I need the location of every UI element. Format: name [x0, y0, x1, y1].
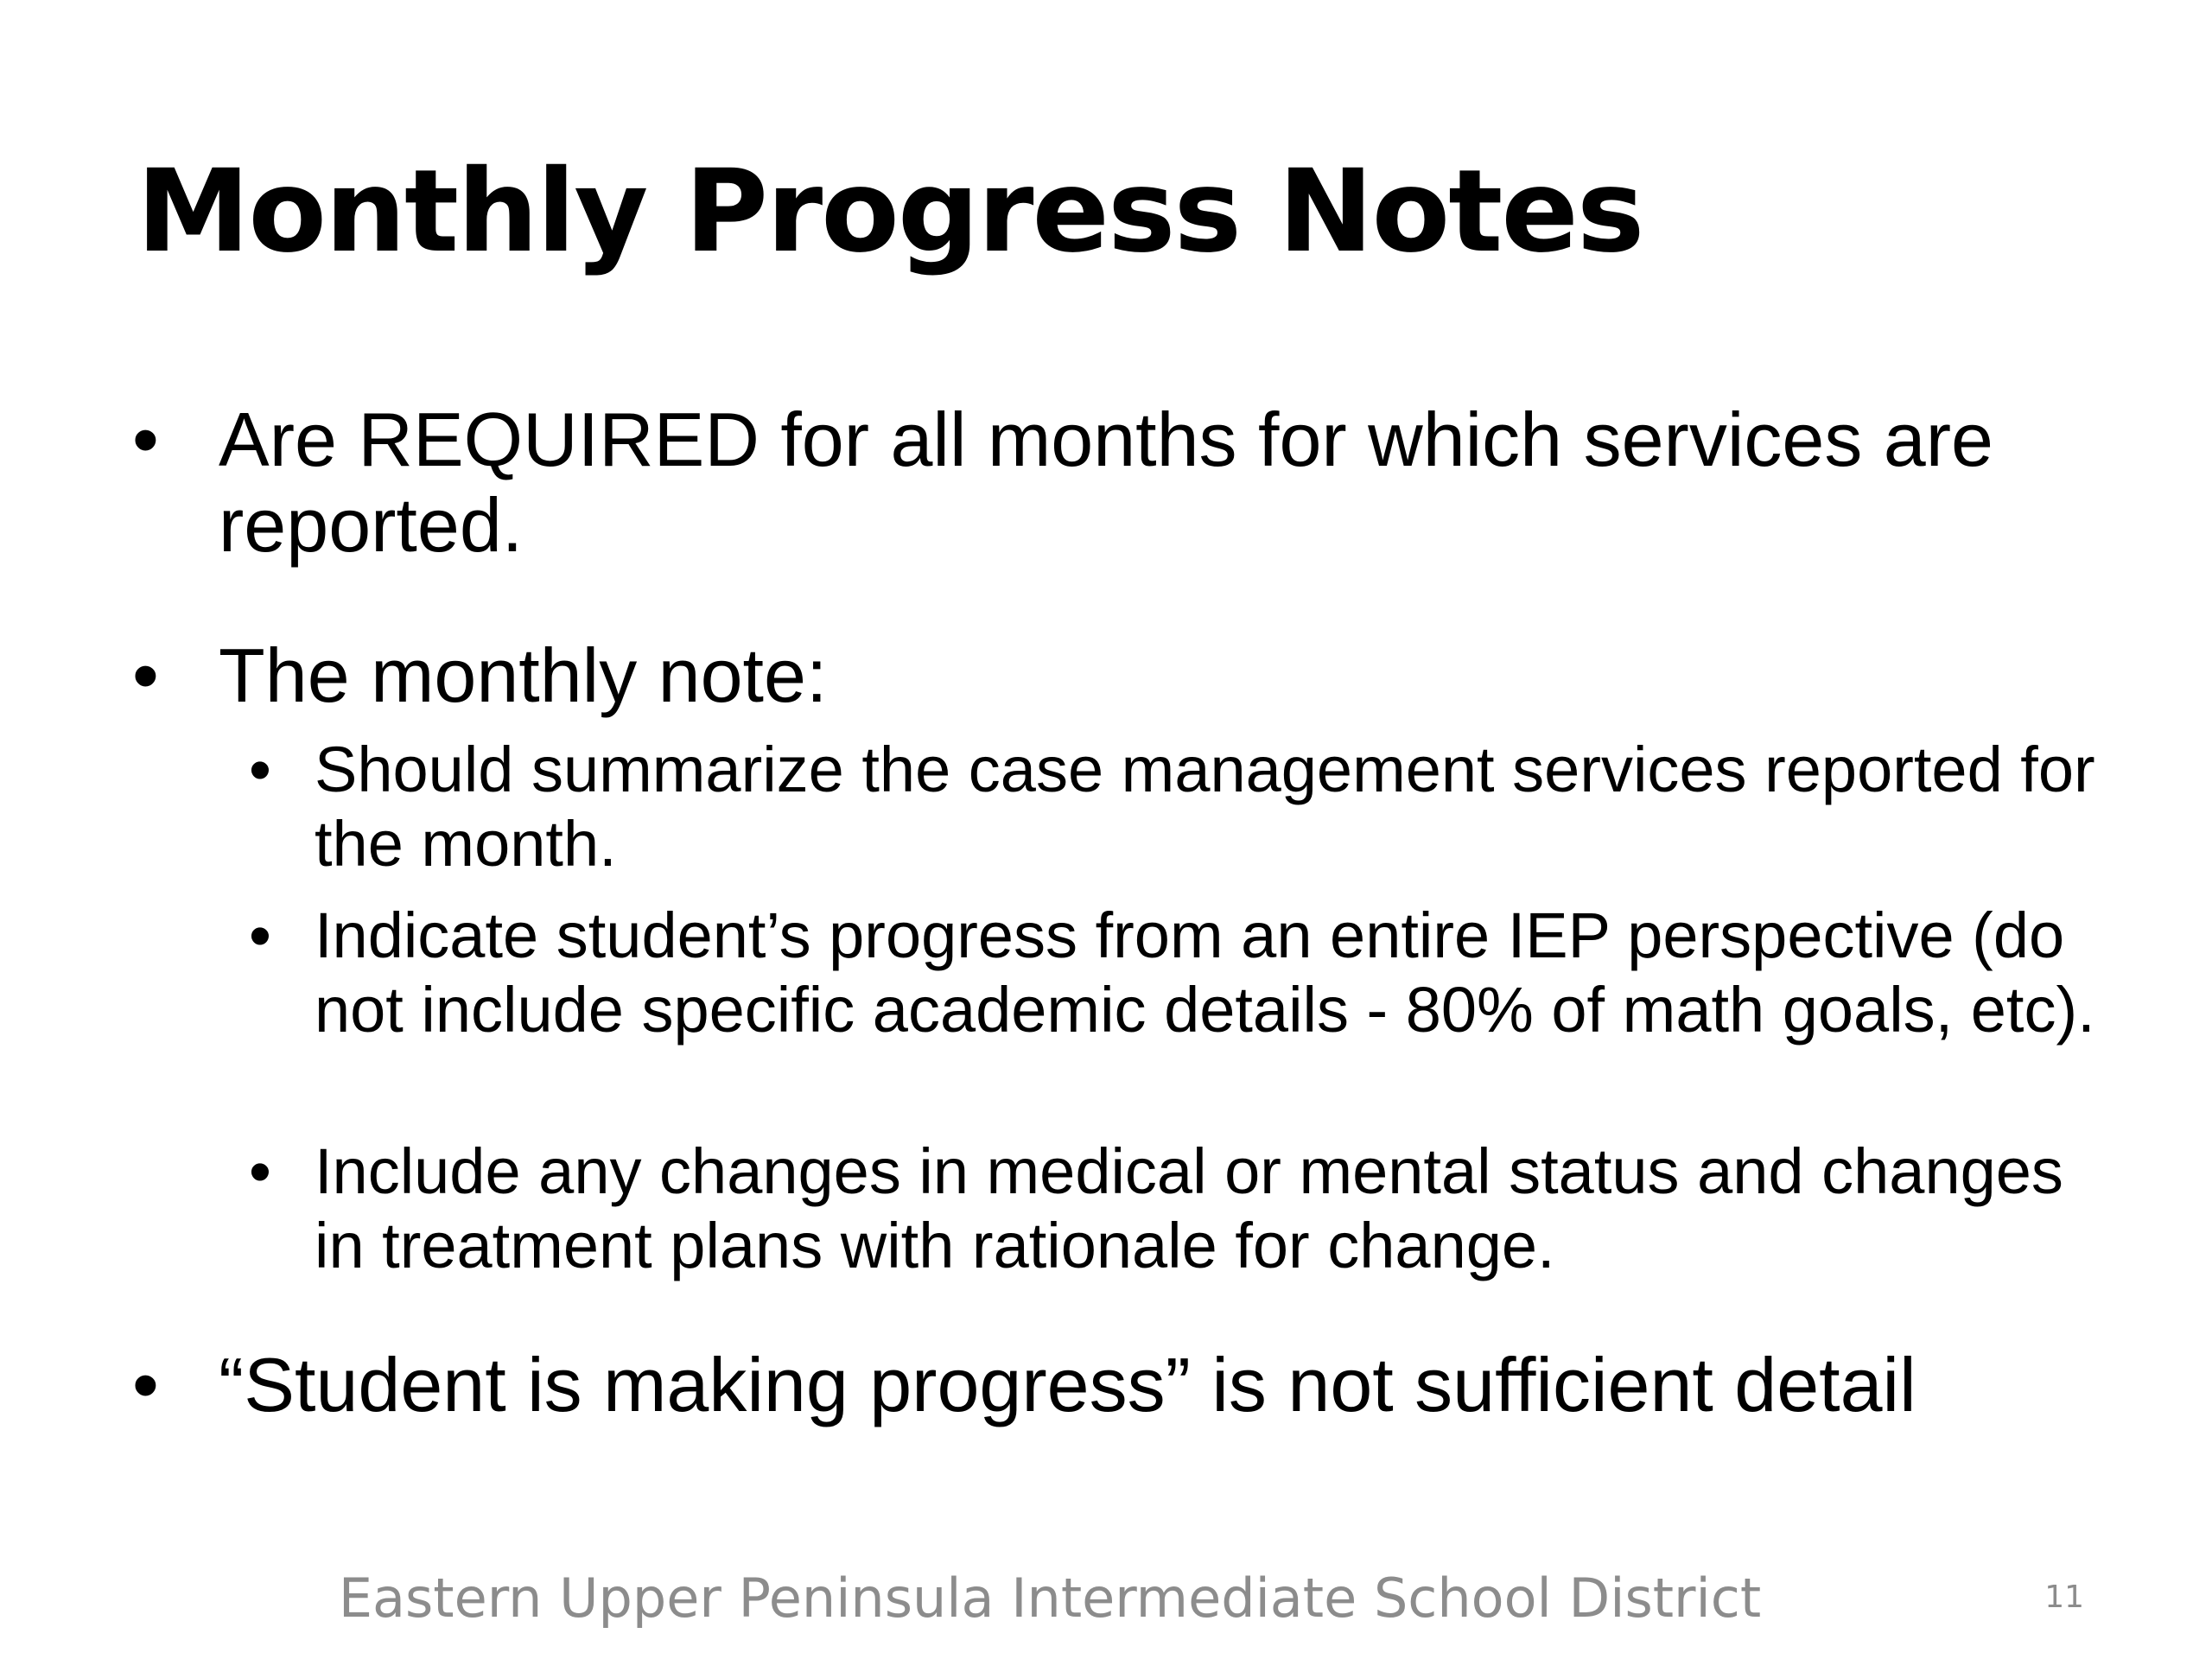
bullet-icon: •	[132, 397, 159, 482]
sub-bullet-text: Include any changes in medical or mental status and changes in treatment plans with rationale for change.	[315, 1135, 2063, 1281]
bullet-text: Are REQUIRED for all months for which services are reported.	[219, 397, 1993, 568]
sub-bullet-text: Should summarize the case management services reported for the month.	[315, 734, 2095, 880]
sub-bullet-item	[249, 1135, 2129, 1283]
footer-text: Eastern Upper Peninsula Intermediate School District	[338, 1567, 1762, 1630]
bullet-icon: •	[132, 1342, 159, 1427]
sub-bullet-text: Indicate student’s progress from an entire IEP perspective (do not include specific academic details - 80% of math goals, etc).	[315, 899, 2095, 1046]
sub-bullet-icon: •	[249, 899, 271, 971]
page-number: 11	[2044, 1580, 2084, 1615]
bullet-item	[132, 397, 2154, 568]
bullet-icon: •	[132, 632, 159, 718]
sub-bullet-item	[249, 733, 2129, 881]
bullet-item	[132, 1342, 2154, 1427]
bullet-text: “Student is making progress” is not sufficient detail	[219, 1342, 1916, 1427]
slide-title: Monthly Progress Notes	[137, 145, 1643, 278]
bullet-item	[132, 632, 2154, 718]
footer	[0, 1566, 2212, 1631]
sub-bullet-item	[249, 899, 2129, 1047]
bullet-text: The monthly note:	[219, 632, 828, 718]
sub-bullet-icon: •	[249, 734, 271, 805]
sub-bullet-icon: •	[249, 1135, 271, 1207]
